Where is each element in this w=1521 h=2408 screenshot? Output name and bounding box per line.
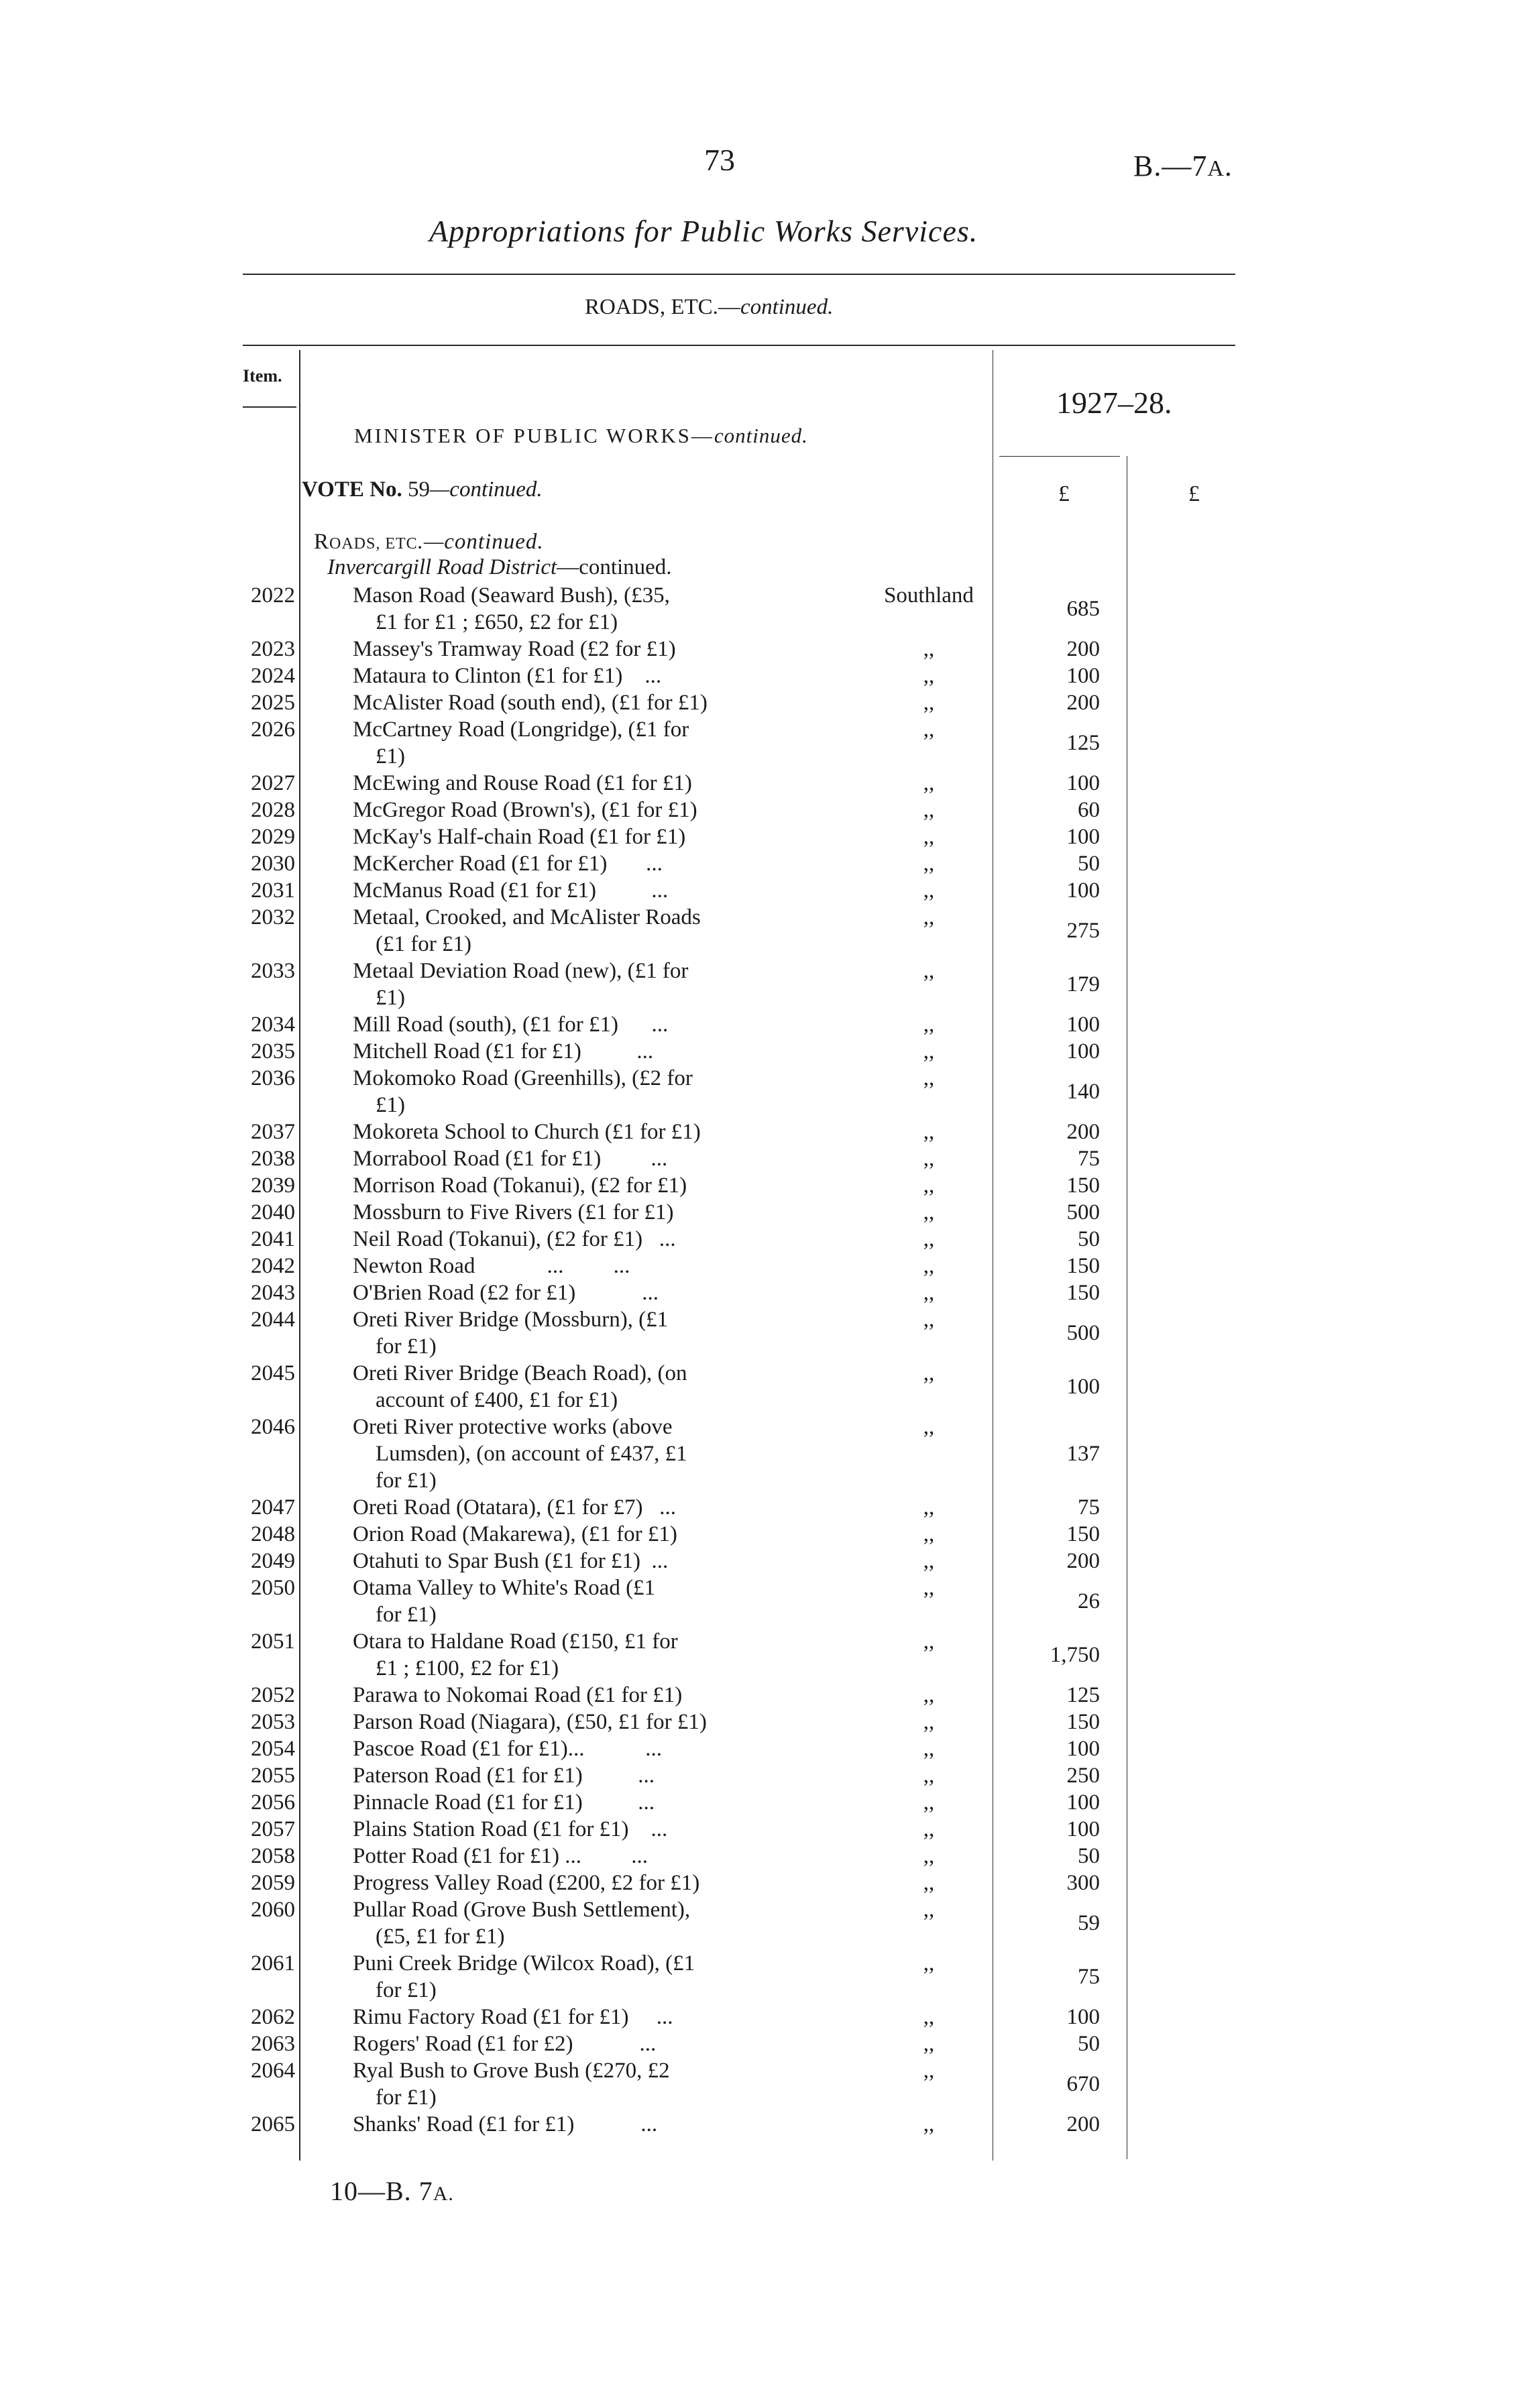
table-row xyxy=(0,823,1521,850)
item-description: Newton Road ... ... xyxy=(353,1254,630,1278)
item-description: Pascoe Road (£1 for £1)... ... xyxy=(353,1737,663,1761)
county-name: ,, xyxy=(923,1308,935,1332)
page-number: 73 xyxy=(704,143,735,177)
item-number: 2039 xyxy=(251,1173,295,1198)
county-name: ,, xyxy=(923,1120,935,1144)
item-number: 2058 xyxy=(251,1844,295,1868)
county-name: ,, xyxy=(923,1415,935,1439)
item-number: 2042 xyxy=(251,1254,295,1278)
table-row xyxy=(0,1199,1521,1226)
county-name: ,, xyxy=(923,878,935,903)
table-row xyxy=(0,797,1521,823)
item-description: McGregor Road (Brown's), (£1 for £1) xyxy=(353,798,697,822)
item-number: 2057 xyxy=(251,1817,295,1841)
item-number: 2038 xyxy=(251,1147,295,1171)
table-row xyxy=(0,2004,1521,2030)
item-description: McKercher Road (£1 for £1) ... xyxy=(353,852,663,876)
item-description: McCartney Road (Longridge), (£1 for xyxy=(353,718,689,742)
item-number: 2023 xyxy=(251,637,295,661)
vote-label: VOTE No. xyxy=(302,477,402,502)
item-description: Puni Creek Bridge (Wilcox Road), (£1 xyxy=(353,1951,695,1975)
amount-value: 200 xyxy=(1066,637,1100,661)
item-number: 2049 xyxy=(251,1549,295,1573)
county-name: ,, xyxy=(923,1549,935,1573)
item-column-header: Item. xyxy=(243,366,282,386)
table-row xyxy=(0,1816,1521,1843)
pound-sign-column-2: £ xyxy=(1188,481,1200,506)
item-description-continued: for £1) xyxy=(376,1334,437,1359)
item-description: Pinnacle Road (£1 for £1) ... xyxy=(353,1790,655,1815)
page-title: Appropriations for Public Works Services. xyxy=(429,214,978,248)
subtitle-main: ROADS, ETC.— xyxy=(585,295,740,319)
amount-value: 1,750 xyxy=(1050,1643,1100,1667)
amount-value: 275 xyxy=(1066,919,1100,943)
item-number: 2036 xyxy=(251,1066,295,1090)
item-number: 2054 xyxy=(251,1737,295,1761)
county-name: ,, xyxy=(923,1495,935,1520)
roads-initial: R xyxy=(314,530,330,554)
amount-value: 75 xyxy=(1078,1965,1100,1989)
amount-value: 125 xyxy=(1066,731,1100,755)
minister-italic: continued. xyxy=(714,424,808,447)
amount-value: 100 xyxy=(1066,2005,1100,2029)
item-description: Otahuti to Spar Bush (£1 for £1) ... xyxy=(353,1549,669,1573)
county-name: ,, xyxy=(923,905,935,929)
amount-value: 100 xyxy=(1066,1013,1100,1037)
amount-value: 670 xyxy=(1066,2072,1100,2096)
table-row xyxy=(0,1494,1521,1521)
item-number: 2051 xyxy=(251,1629,295,1654)
signature-main: 10—B. 7 xyxy=(330,2176,433,2206)
table-row xyxy=(0,1145,1521,1172)
amount-value: 685 xyxy=(1066,597,1100,621)
item-description: Otama Valley to White's Road (£1 xyxy=(353,1576,656,1600)
county-name: ,, xyxy=(923,1844,935,1868)
table-row xyxy=(0,770,1521,797)
item-number: 2032 xyxy=(251,905,295,929)
item-number: 2045 xyxy=(251,1361,295,1385)
vote-italic: —continued. xyxy=(429,477,543,502)
item-description: Progress Valley Road (£200, £2 for £1) xyxy=(353,1871,700,1895)
item-number: 2059 xyxy=(251,1871,295,1895)
item-number: 2034 xyxy=(251,1013,295,1037)
item-description: Otara to Haldane Road (£150, £1 for xyxy=(353,1629,678,1654)
table-top-rule xyxy=(243,345,1235,346)
amount-value: 200 xyxy=(1066,691,1100,715)
minister-main: MINISTER OF PUBLIC WORKS— xyxy=(354,424,714,447)
amount-value: 50 xyxy=(1078,852,1100,876)
subtitle-italic: continued. xyxy=(740,295,834,319)
item-description: Ryal Bush to Grove Bush (£270, £2 xyxy=(353,2059,670,2083)
item-number: 2062 xyxy=(251,2005,295,2029)
item-number: 2055 xyxy=(251,1764,295,1788)
item-description: Oreti River protective works (above xyxy=(353,1415,673,1439)
item-description: Metaal, Crooked, and McAlister Roads xyxy=(353,905,701,929)
item-number: 2035 xyxy=(251,1039,295,1064)
table-row xyxy=(0,1521,1521,1548)
amount-value: 60 xyxy=(1078,798,1100,822)
item-description: Morrabool Road (£1 for £1) ... xyxy=(353,1147,668,1171)
item-description: Oreti Road (Otatara), (£1 for £7) ... xyxy=(353,1495,676,1520)
table-row xyxy=(0,877,1521,904)
amount-value: 200 xyxy=(1066,1549,1100,1573)
table-row xyxy=(0,663,1521,689)
amount-value: 125 xyxy=(1066,1683,1100,1707)
table-row xyxy=(0,1735,1521,1762)
item-description: Potter Road (£1 for £1) ... ... xyxy=(353,1844,648,1868)
item-number: 2065 xyxy=(251,2112,295,2136)
county-name: ,, xyxy=(923,852,935,876)
item-number: 2024 xyxy=(251,664,295,688)
item-description-continued: £1 ; £100, £2 for £1) xyxy=(376,1656,559,1680)
county-name: ,, xyxy=(923,1522,935,1546)
table-row xyxy=(0,689,1521,716)
county-name: ,, xyxy=(923,2112,935,2136)
item-number: 2056 xyxy=(251,1790,295,1815)
item-description-continued: Lumsden), (on account of £437, £1 xyxy=(376,1442,687,1466)
item-description: Mokoreta School to Church (£1 for £1) xyxy=(353,1120,701,1144)
item-description-continued: £1) xyxy=(376,986,405,1010)
item-description: Morrison Road (Tokanui), (£2 for £1) xyxy=(353,1173,687,1198)
amount-value: 100 xyxy=(1066,1817,1100,1841)
amount-value: 150 xyxy=(1066,1710,1100,1734)
item-description-continued: for £1) xyxy=(376,1978,437,2002)
table-row xyxy=(0,1709,1521,1735)
amount-value: 100 xyxy=(1066,878,1100,903)
item-description-continued: £1) xyxy=(376,744,405,768)
county-name: ,, xyxy=(923,1200,935,1224)
item-description: Parawa to Nokomai Road (£1 for £1) xyxy=(353,1683,683,1707)
amount-value: 200 xyxy=(1066,1120,1100,1144)
table-row xyxy=(0,1789,1521,1816)
county-name: ,, xyxy=(923,718,935,742)
item-number: 2026 xyxy=(251,718,295,742)
table-row xyxy=(0,1896,1521,1950)
item-description: Oreti River Bridge (Mossburn), (£1 xyxy=(353,1308,669,1332)
table-row xyxy=(0,1360,1521,1414)
item-description: Mill Road (south), (£1 for £1) ... xyxy=(353,1013,669,1037)
table-row xyxy=(0,716,1521,770)
county-name: ,, xyxy=(923,691,935,715)
item-description: Shanks' Road (£1 for £1) ... xyxy=(353,2112,658,2136)
item-number: 2031 xyxy=(251,878,295,903)
county-name: ,, xyxy=(923,959,935,983)
county-name: ,, xyxy=(923,798,935,822)
item-number: 2053 xyxy=(251,1710,295,1734)
table-row xyxy=(0,1628,1521,1682)
county-name: ,, xyxy=(923,1737,935,1761)
table-row xyxy=(0,850,1521,877)
item-description-continued: £1) xyxy=(376,1093,405,1117)
amount-value: 50 xyxy=(1078,2032,1100,2056)
item-description-continued: (£5, £1 for £1) xyxy=(376,1925,505,1949)
year-header-rule xyxy=(999,456,1120,457)
table-row xyxy=(0,582,1521,636)
county-name: ,, xyxy=(923,1683,935,1707)
pound-sign-column-1: £ xyxy=(1058,481,1070,506)
item-description-continued: account of £400, £1 for £1) xyxy=(376,1388,618,1412)
item-description: Mossburn to Five Rivers (£1 for £1) xyxy=(353,1200,674,1224)
item-description: Pullar Road (Grove Bush Settlement), xyxy=(353,1898,691,1922)
table-row xyxy=(0,1306,1521,1360)
item-description-continued: for £1) xyxy=(376,1603,437,1627)
county-name: ,, xyxy=(923,2059,935,2083)
item-description: Mason Road (Seaward Bush), (£35, xyxy=(353,583,670,608)
item-number: 2046 xyxy=(251,1415,295,1439)
item-description: O'Brien Road (£2 for £1) ... xyxy=(353,1281,659,1305)
county-name: ,, xyxy=(923,664,935,688)
item-number: 2047 xyxy=(251,1495,295,1520)
county-name: ,, xyxy=(923,1790,935,1815)
district-name: Invercargill Road District xyxy=(327,555,557,579)
item-number: 2048 xyxy=(251,1522,295,1546)
roads-smallcaps: OADS, ETC xyxy=(329,535,418,553)
amount-value: 100 xyxy=(1066,771,1100,795)
item-description-continued: for £1) xyxy=(376,2085,437,2110)
title-rule xyxy=(243,274,1235,275)
table-row xyxy=(0,1011,1521,1038)
item-description: Mataura to Clinton (£1 for £1) ... xyxy=(353,664,662,688)
amount-value: 137 xyxy=(1066,1442,1100,1466)
amount-value: 200 xyxy=(1066,2112,1100,2136)
item-description: McAlister Road (south end), (£1 for £1) xyxy=(353,691,708,715)
item-number: 2029 xyxy=(251,825,295,849)
table-row xyxy=(0,1172,1521,1199)
item-description: Parson Road (Niagara), (£50, £1 for £1) xyxy=(353,1710,707,1734)
amount-value: 300 xyxy=(1066,1871,1100,1895)
doc-ref-suffix: A xyxy=(1207,156,1225,181)
county-name: ,, xyxy=(923,1951,935,1975)
amount-value: 150 xyxy=(1066,1254,1100,1278)
county-name: ,, xyxy=(923,1039,935,1064)
table-row xyxy=(0,1762,1521,1789)
county-name: ,, xyxy=(923,637,935,661)
item-number: 2041 xyxy=(251,1227,295,1251)
county-name: ,, xyxy=(923,1147,935,1171)
item-description-continued: £1 for £1 ; £650, £2 for £1) xyxy=(376,610,618,634)
amount-value: 100 xyxy=(1066,1039,1100,1064)
table-row xyxy=(0,1226,1521,1253)
table-row xyxy=(0,1843,1521,1870)
vote-number: 59 xyxy=(402,477,430,502)
table-row xyxy=(0,1414,1521,1494)
item-description: Metaal Deviation Road (new), (£1 for xyxy=(353,959,689,983)
county-name: ,, xyxy=(923,1710,935,1734)
county-name: ,, xyxy=(923,2005,935,2029)
item-description: McEwing and Rouse Road (£1 for £1) xyxy=(353,771,692,795)
item-number: 2027 xyxy=(251,771,295,795)
district-subheading xyxy=(327,555,672,580)
item-description: McManus Road (£1 for £1) ... xyxy=(353,878,669,903)
table-row xyxy=(0,1682,1521,1709)
table-row xyxy=(0,1574,1521,1628)
table-row xyxy=(0,1279,1521,1306)
county-name: ,, xyxy=(923,1173,935,1198)
district-rest: —continued. xyxy=(557,555,672,579)
amount-value: 59 xyxy=(1078,1911,1100,1935)
county-name: ,, xyxy=(923,825,935,849)
amount-value: 50 xyxy=(1078,1844,1100,1868)
section-subtitle xyxy=(585,295,833,320)
item-description: Paterson Road (£1 for £1) ... xyxy=(353,1764,655,1788)
amount-value: 150 xyxy=(1066,1281,1100,1305)
item-description: Orion Road (Makarewa), (£1 for £1) xyxy=(353,1522,677,1546)
amount-value: 50 xyxy=(1078,1227,1100,1251)
county-name: ,, xyxy=(923,1361,935,1385)
county-name: ,, xyxy=(923,1898,935,1922)
amount-value: 150 xyxy=(1066,1522,1100,1546)
item-description: Neil Road (Tokanui), (£2 for £1) ... xyxy=(353,1227,676,1251)
item-number: 2043 xyxy=(251,1281,295,1305)
item-number: 2061 xyxy=(251,1951,295,1975)
table-row xyxy=(0,636,1521,663)
item-description: Plains Station Road (£1 for £1) ... xyxy=(353,1817,668,1841)
county-name: ,, xyxy=(923,1817,935,1841)
table-row xyxy=(0,2030,1521,2057)
county-name: ,, xyxy=(923,1254,935,1278)
table-row xyxy=(0,904,1521,958)
table-row xyxy=(0,1119,1521,1145)
county-name: ,, xyxy=(923,1764,935,1788)
item-description: Oreti River Bridge (Beach Road), (on xyxy=(353,1361,687,1385)
table-row xyxy=(0,1870,1521,1896)
item-number: 2044 xyxy=(251,1308,295,1332)
amount-value: 100 xyxy=(1066,1790,1100,1815)
roads-subheading xyxy=(314,530,544,555)
item-number: 2040 xyxy=(251,1200,295,1224)
amount-value: 140 xyxy=(1066,1080,1100,1104)
amount-value: 100 xyxy=(1066,1737,1100,1761)
table-row xyxy=(0,1065,1521,1119)
table-row xyxy=(0,2111,1521,2138)
minister-heading xyxy=(354,424,808,448)
item-description: Rimu Factory Road (£1 for £1) ... xyxy=(353,2005,673,2029)
item-description-continued: for £1) xyxy=(376,1469,437,1493)
amount-value: 500 xyxy=(1066,1200,1100,1224)
table-row xyxy=(0,2057,1521,2111)
item-number: 2037 xyxy=(251,1120,295,1144)
roads-italic: .—continued. xyxy=(417,530,544,554)
county-name: ,, xyxy=(923,1576,935,1600)
item-description: McKay's Half-chain Road (£1 for £1) xyxy=(353,825,686,849)
amount-value: 75 xyxy=(1078,1495,1100,1520)
county-name: ,, xyxy=(923,1629,935,1654)
signature-mark xyxy=(330,2175,454,2207)
amount-value: 500 xyxy=(1066,1321,1100,1345)
doc-ref-main: B.—7 xyxy=(1133,150,1208,182)
document-reference: B.—7A. xyxy=(1133,150,1233,182)
amount-value: 100 xyxy=(1066,825,1100,849)
amount-value: 100 xyxy=(1066,1375,1100,1399)
table-row xyxy=(0,958,1521,1011)
item-number: 2060 xyxy=(251,1898,295,1922)
item-description-continued: (£1 for £1) xyxy=(376,932,471,956)
county-name: ,, xyxy=(923,1871,935,1895)
amount-value: 250 xyxy=(1066,1764,1100,1788)
table-row xyxy=(0,1253,1521,1279)
county-name: ,, xyxy=(923,1066,935,1090)
item-header-rule xyxy=(243,406,296,408)
county-name: ,, xyxy=(923,771,935,795)
item-number: 2063 xyxy=(251,2032,295,2056)
item-number: 2033 xyxy=(251,959,295,983)
item-number: 2064 xyxy=(251,2059,295,2083)
county-name: ,, xyxy=(923,1013,935,1037)
county-name: ,, xyxy=(923,1227,935,1251)
item-description: Rogers' Road (£1 for £2) ... xyxy=(353,2032,657,2056)
amount-value: 75 xyxy=(1078,1147,1100,1171)
county-name: Southland xyxy=(884,583,974,608)
item-number: 2052 xyxy=(251,1683,295,1707)
amount-value: 150 xyxy=(1066,1173,1100,1198)
item-description: Mitchell Road (£1 for £1) ... xyxy=(353,1039,654,1064)
item-number: 2022 xyxy=(251,583,295,608)
amount-value: 26 xyxy=(1078,1589,1100,1613)
amount-value: 179 xyxy=(1066,972,1100,996)
item-number: 2030 xyxy=(251,852,295,876)
item-description: Massey's Tramway Road (£2 for £1) xyxy=(353,637,676,661)
item-description: Mokomoko Road (Greenhills), (£2 for xyxy=(353,1066,693,1090)
table-row xyxy=(0,1950,1521,2004)
vote-heading xyxy=(302,477,543,502)
county-name: ,, xyxy=(923,1281,935,1305)
county-name: ,, xyxy=(923,2032,935,2056)
signature-suffix: A. xyxy=(433,2183,454,2205)
item-number: 2050 xyxy=(251,1576,295,1600)
year-column-header: 1927–28. xyxy=(1056,386,1172,420)
item-number: 2025 xyxy=(251,691,295,715)
table-row xyxy=(0,1548,1521,1574)
amount-value: 100 xyxy=(1066,664,1100,688)
item-number: 2028 xyxy=(251,798,295,822)
table-row xyxy=(0,1038,1521,1065)
